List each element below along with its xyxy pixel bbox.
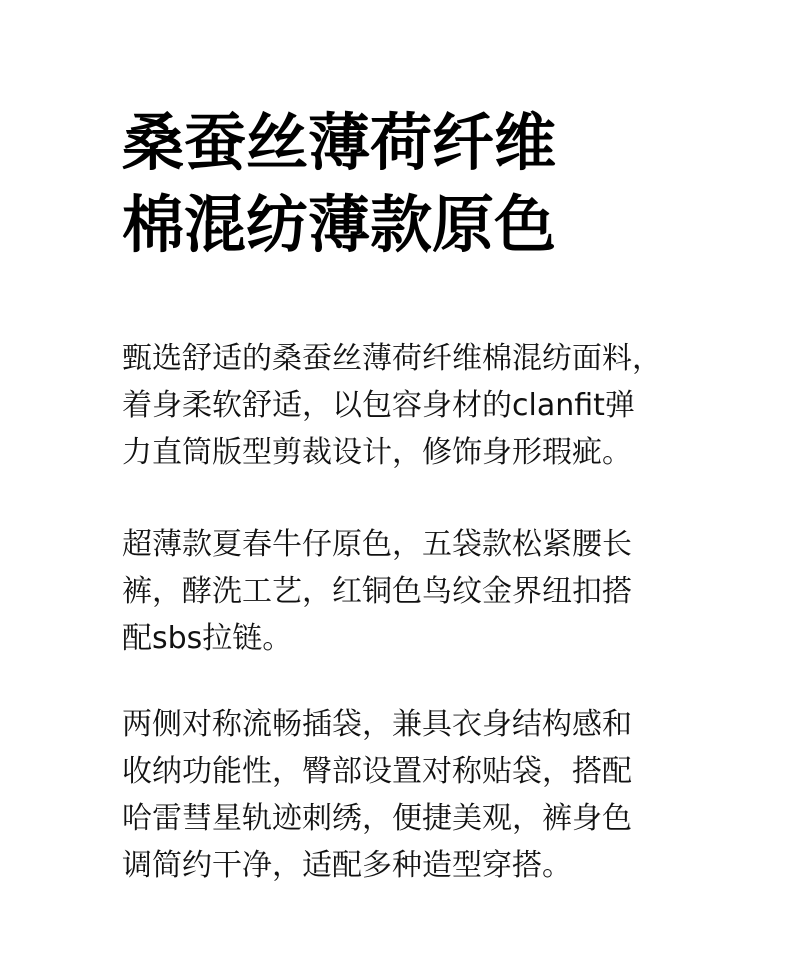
paragraph-3-line-3: 哈雷彗星轨迹刺绣，便捷美观，裤身色: [122, 801, 632, 836]
paragraph-2-line-2: 裤，酵洗工艺，红铜色鸟纹金界纽扣搭: [122, 574, 632, 609]
paragraph-1-line-3: 力直筒版型剪裁设计，修饰身形瑕疵。: [122, 435, 632, 470]
style-description-paragraph: [122, 521, 682, 662]
paragraph-1-line-2: 着身柔软舒适，以包容身材的clanfit弹: [122, 388, 635, 423]
paragraph-3-line-1: 两侧对称流畅插袋，兼具衣身结构感和: [122, 707, 632, 742]
fabric-description-paragraph: [122, 335, 682, 476]
paragraph-3-line-4: 调简约干净，适配多种造型穿搭。: [122, 848, 572, 883]
paragraph-3-line-2: 收纳功能性，臀部设置对称贴袋，搭配: [122, 754, 632, 789]
paragraph-2-line-1: 超薄款夏春牛仔原色，五袋款松紧腰长: [122, 527, 632, 562]
pocket-details-paragraph: [122, 701, 682, 889]
paragraph-2-line-3: 配sbs拉链。: [122, 621, 293, 656]
paragraph-1-line-1: 甄选舒适的桑蚕丝薄荷纤维棉混纺面料，: [122, 341, 662, 376]
title-line-2: 棉混纺薄款原色: [122, 188, 557, 261]
page-title: [122, 102, 682, 266]
title-line-1: 桑蚕丝薄荷纤维: [122, 106, 557, 179]
